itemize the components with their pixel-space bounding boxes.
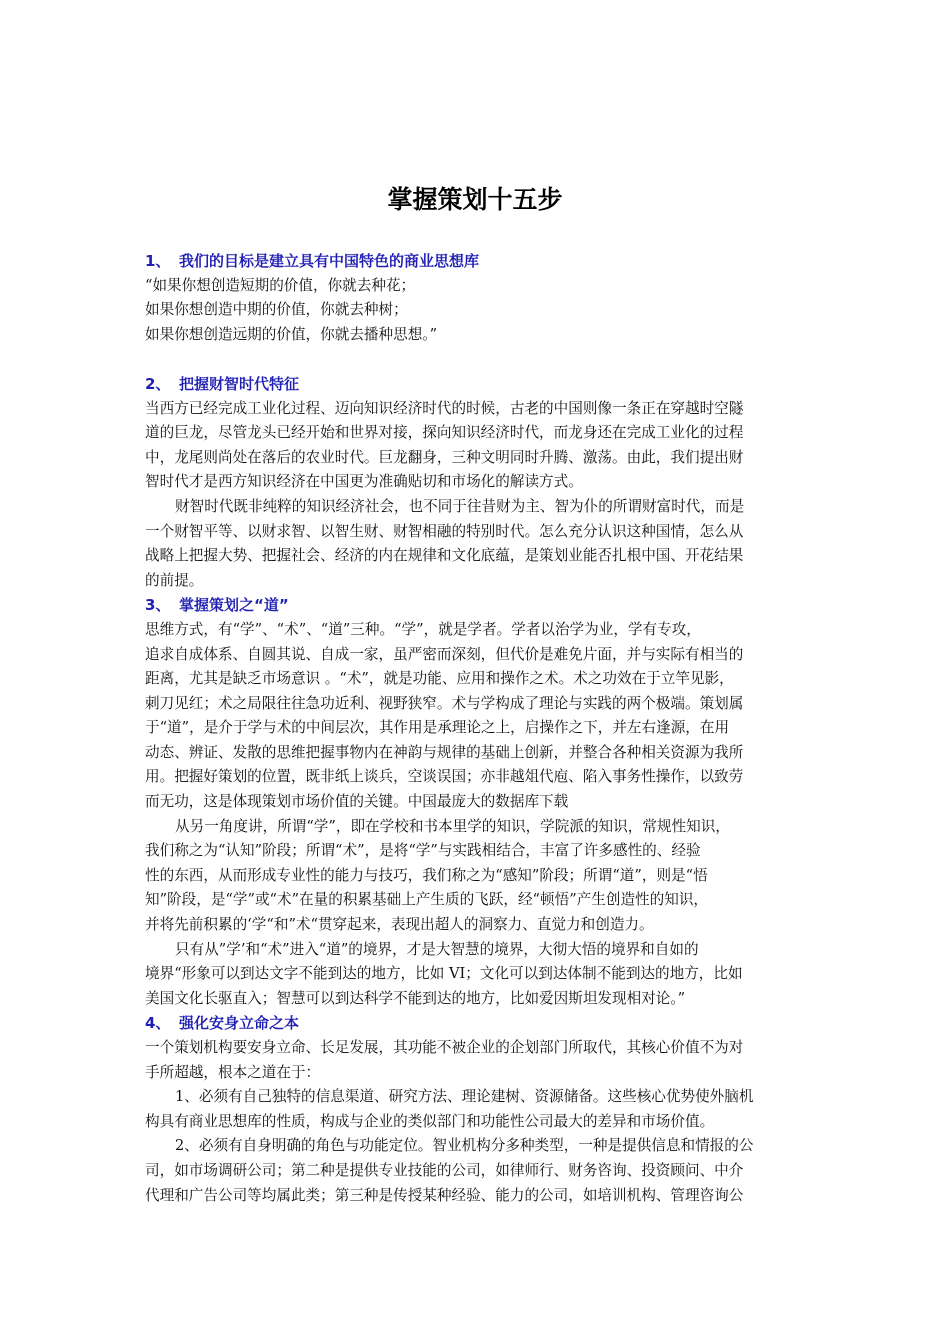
text-line: 战略上把握大势、把握社会、经济的内在规律和文化底蕴，是策划业能否扎根中国、开花结果 bbox=[145, 547, 744, 565]
text-line: 司，如市场调研公司；第二种是提供专业技能的公司，如律师行、财务咨询、投资顾问、中介 bbox=[145, 1161, 744, 1179]
section-number-1: 1、 bbox=[145, 252, 171, 270]
section-heading-3 bbox=[145, 593, 808, 618]
text-line: 智时代才是西方知识经济在中国更为准确贴切和市场化的解读方式。 bbox=[145, 473, 583, 491]
section-number-2: 2、 bbox=[145, 374, 171, 393]
section-heading-2 bbox=[145, 372, 808, 397]
text-line: 我们称之为“认知”阶段；所谓“术”，是将“学”与实践相结合，丰富了许多感性的、经验 bbox=[145, 842, 701, 860]
text-line: 一个财智平等、以财求智、以智生财、财智相融的特别时代。怎么充分认识这种国情，怎么从 bbox=[145, 522, 744, 540]
text-line: 性的东西，从而形成专业性的能力与技巧，我们称之为“感知”阶段；所谓“道”，则是“悟 bbox=[145, 866, 708, 884]
section-2-paragraph-1 bbox=[145, 397, 808, 495]
text-line: 美国文化长驱直入；智慧可以到达科学不能到达的地方，比如爱因斯坦发现相对论。” bbox=[145, 989, 686, 1007]
section-heading-1 bbox=[145, 249, 808, 274]
section-2-paragraph-2 bbox=[145, 495, 808, 593]
quote-line: 如果你想创造远期的价值，你就去播种思想。” bbox=[145, 325, 438, 343]
text-line: 财智时代既非纯粹的知识经济社会，也不同于往昔财为主、智为仆的所谓财富时代，而是 bbox=[175, 497, 745, 515]
document-title: 掌握策划十五步 bbox=[387, 185, 563, 214]
section-4-paragraph-2 bbox=[145, 1085, 808, 1134]
section-3-paragraph-2 bbox=[145, 815, 808, 938]
text-line: 而无功，这是体现策划市场价值的关键。中国最庞大的数据库下载 bbox=[145, 793, 569, 811]
text-line: 动态、辨证、发散的思维把握事物内在神韵与规律的基础上创新，并整合各种相关资源为我所 bbox=[145, 743, 744, 761]
text-line: 刺刀见红；术之局限往往急功近利、视野狭窄。术与学构成了理论与实践的两个极端。策划属 bbox=[145, 694, 744, 712]
section-title-3: 掌握策划之“道” bbox=[179, 596, 289, 615]
text-line: 道的巨龙，尽管龙头已经开始和世界对接，探向知识经济时代，而龙身还在完成工业化的过程 bbox=[145, 424, 744, 442]
text-line: 只有从”学’和“术”进入“道”的境界，才是大智慧的境界，大彻大悟的境界和自如的 bbox=[175, 940, 699, 958]
text-line: 当西方已经完成工业化过程、迈向知识经济时代的时候，古老的中国则像一条正在穿越时空隧 bbox=[145, 399, 744, 417]
section-title-2: 把握财智时代特征 bbox=[179, 374, 300, 393]
text-line: 距离，尤其是缺乏市场意识 。“术”，就是功能、应用和操作之术。术之功效在于立竿见影， bbox=[145, 670, 734, 688]
text-line: 中，龙尾则尚处在落后的农业时代。巨龙翻身，三种文明同时升腾、激荡。由此，我们提出财 bbox=[145, 448, 744, 466]
quote-line: “如果你想创造短期的价值，你就去种花； bbox=[145, 276, 416, 294]
text-line: 一个策划机构要安身立命、长足发展，其功能不被企业的企划部门所取代，其核心价值不为对 bbox=[145, 1039, 744, 1056]
quote-line: 如果你想创造中期的价值，你就去种树； bbox=[145, 301, 408, 319]
section-1-quote bbox=[145, 274, 808, 348]
section-title-1: 我们的目标是建立具有中国特色的商业思想库 bbox=[179, 252, 480, 270]
text-line: 知”阶段，是“学”或“术”在量的积累基础上产生质的飞跃，经“顿悟”产生创造性的知识， bbox=[145, 891, 709, 909]
section-4-paragraph-3 bbox=[145, 1134, 808, 1208]
text-line: 构具有商业思想库的性质，构成与企业的类似部门和功能性公司最大的差异和市场价值。 bbox=[145, 1112, 715, 1130]
document-body bbox=[145, 249, 808, 1208]
text-line: 境界“形象可以到达文字不能到达的地方，比如 VI；文化可以到达体制不能到达的地方，比如 bbox=[145, 965, 743, 983]
section-heading-4 bbox=[145, 1011, 808, 1036]
text-line: 从另一角度讲，所谓“学”，即在学校和书本里学的知识，学院派的知识，常规性知识， bbox=[175, 817, 730, 835]
section-3-paragraph-3 bbox=[145, 938, 808, 1012]
text-line: 的前提。 bbox=[145, 571, 204, 589]
section-number-4: 4、 bbox=[145, 1014, 171, 1033]
text-line: 追求自成体系、自圆其说、自成一家，虽严密而深刻，但代价是难免片面，并与实际有相当的 bbox=[145, 645, 744, 663]
section-number-3: 3、 bbox=[145, 596, 171, 615]
text-line: 于“道”，是介于学与术的中间层次，其作用是承理论之上，启操作之下，并左右逢源，在用 bbox=[145, 719, 730, 737]
text-line: 思维方式，有“学”、“术”、“道”三种。“学”，就是学者。学者以治学为业，学有专攻， bbox=[145, 620, 701, 638]
text-line: 手所超越，根本之道在于： bbox=[145, 1063, 321, 1081]
text-line: 代理和广告公司等均属此类；第三种是传授某种经验、能力的公司，如培训机构、管理咨询公 bbox=[145, 1186, 744, 1204]
blank-line bbox=[145, 347, 808, 372]
section-3-paragraph-1 bbox=[145, 618, 808, 815]
section-title-4: 强化安身立命之本 bbox=[179, 1014, 300, 1033]
text-line: 用。把握好策划的位置，既非纸上谈兵，空谈误国；亦非越俎代庖、陷入事务性操作，以致劳 bbox=[145, 768, 744, 786]
text-line: 1、必须有自己独特的信息渠道、研究方法、理论建树、资源储备。这些核心优势使外脑机 bbox=[175, 1088, 754, 1106]
section-4-paragraph-1 bbox=[145, 1036, 808, 1085]
text-line: 2、必须有自身明确的角色与功能定位。智业机构分多种类型，一种是提供信息和情报的公 bbox=[175, 1137, 754, 1155]
text-line: 并将先前积累的‘学“和”术“贯穿起来，表现出超人的洞察力、直觉力和创造力。 bbox=[145, 916, 654, 934]
